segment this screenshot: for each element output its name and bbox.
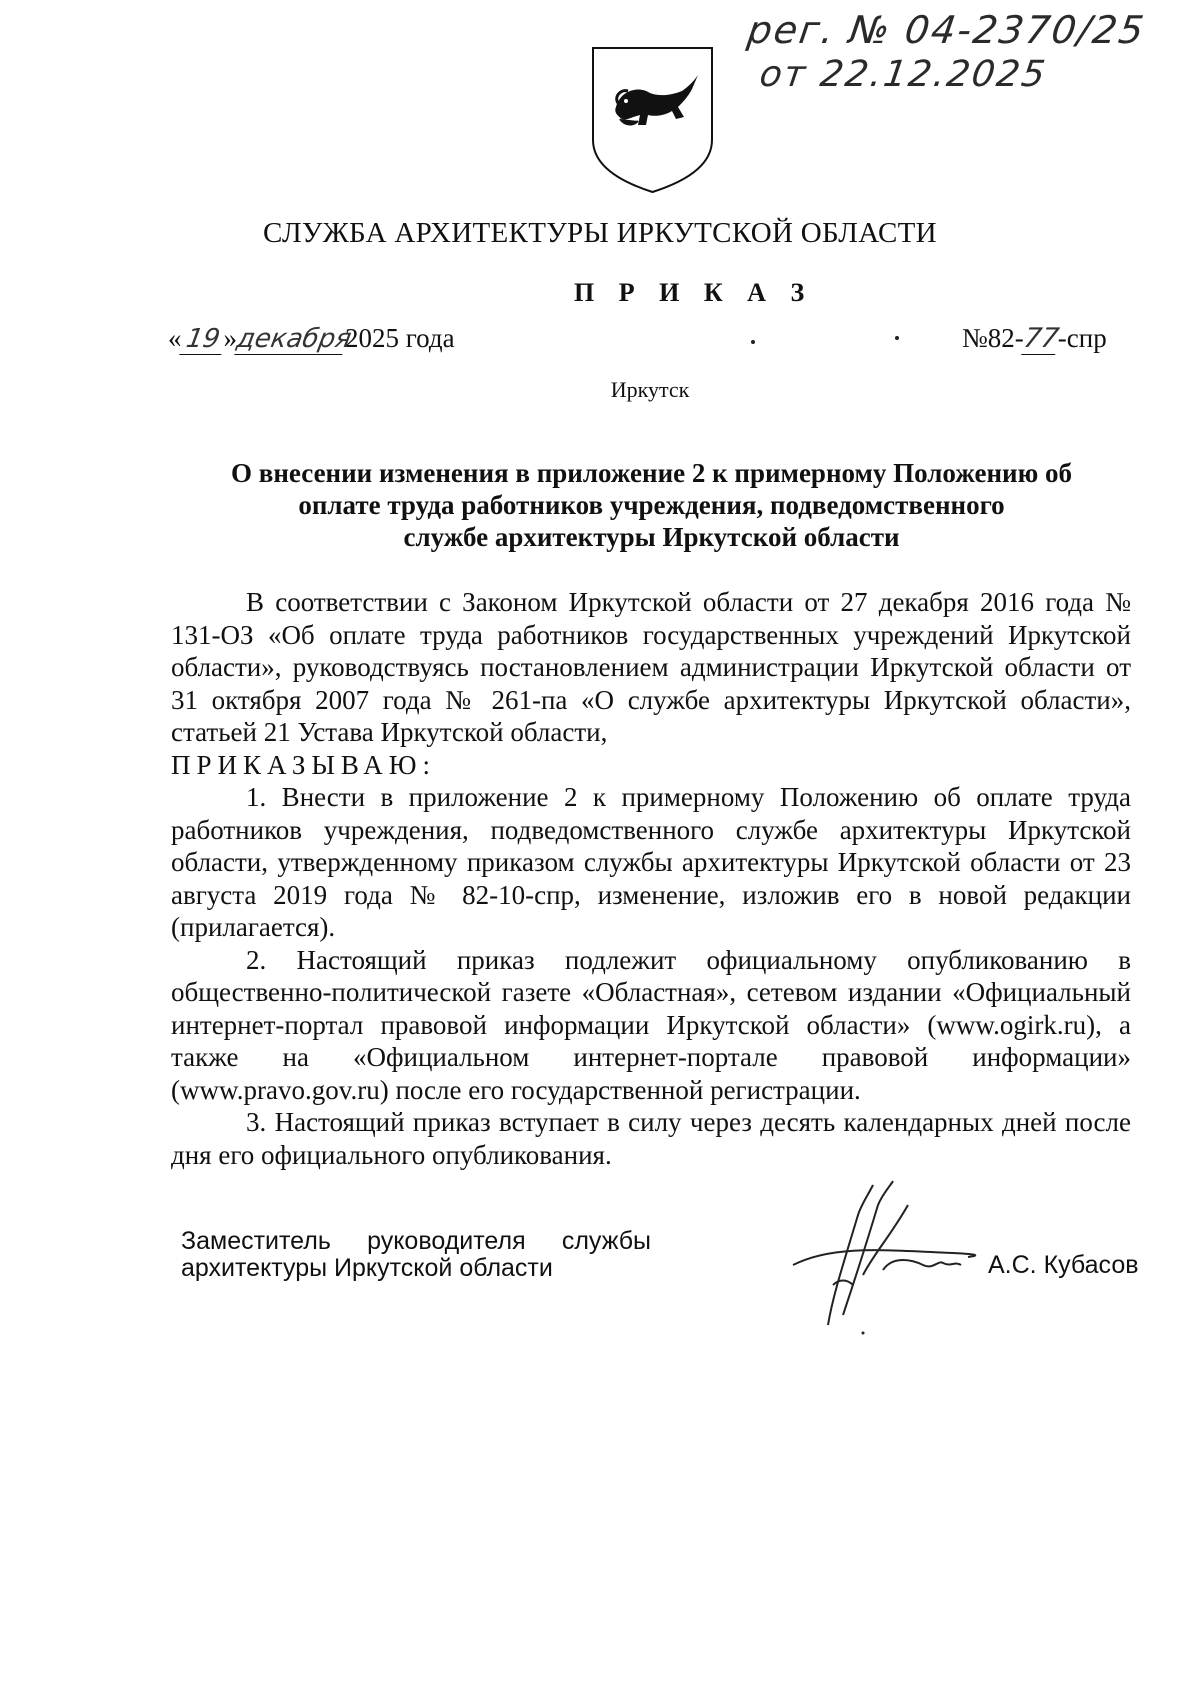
order-item-1: 1. Внести в приложение 2 к примерному Положению об оплате труда работников учреждения, подведомственного службе архитектуры Иркутской области, утвержденному приказом службы архитектуры Иркутской области от 23 августа 2019 года № 82-10-спр, изменение, изложив его в новой редакции (прилагается).	[171, 782, 1131, 942]
title-line: О внесении изменения в приложение 2 к примерному Положению об	[231, 458, 1072, 488]
handwritten-signature	[773, 1175, 1023, 1345]
signer-name: А.С. Кубасов	[988, 1251, 1139, 1279]
stray-dot	[751, 340, 755, 344]
registration-number: рег. № 04-2370/25	[744, 8, 1149, 52]
date-rest: 2025 года	[345, 323, 455, 353]
date-open-quote: «	[168, 323, 182, 353]
registration-date: от 22.12.2025	[757, 54, 1050, 95]
preamble-paragraph: В соответствии с Законом Иркутской области от 27 декабря 2016 года № 131-ОЗ «Об оплате труда работников государственных учреждений Иркутской области», руководствуясь постановлением администрации Иркутской области от 31 октября 2007 года № 261-па «О службе архитектуры Иркутской области», статьей 21 Устава Иркутской области,	[171, 587, 1131, 747]
order-number-prefix: №82-	[962, 323, 1024, 353]
irkutsk-coat-of-arms-icon	[590, 45, 715, 195]
order-number	[962, 323, 1107, 355]
order-date	[168, 323, 455, 355]
signer-position	[181, 1228, 651, 1282]
stray-dot	[895, 336, 899, 340]
title-line: оплате труда работников учреждения, подведомственного	[298, 490, 1005, 520]
signer-position-line: архитектуры Иркутской области	[181, 1254, 553, 1282]
city: Иркутск	[610, 377, 690, 402]
order-body	[171, 586, 1131, 1171]
order-item-2: 2. Настоящий приказ подлежит официальному опубликованию в общественно-политической газете «Областная», сетевом издании «Официальный интернет-портал правовой информации Иркутской области» (www.ogirk.ru), а также на «Официальном интернет-портале правовой информации» (www.pravo.gov.ru) после его государственной регистрации.	[171, 944, 1131, 1105]
agency-name: СЛУЖБА АРХИТЕКТУРЫ ИРКУТСКОЙ ОБЛАСТИ	[263, 217, 937, 249]
order-word: ПРИКАЗЫВАЮ:	[171, 749, 436, 780]
document-type: П Р И К А З	[574, 278, 814, 307]
date-day: 19	[179, 324, 226, 355]
order-number-suffix: -спр	[1057, 323, 1107, 353]
date-month: декабря	[234, 324, 354, 354]
order-number-handwritten: 77	[1021, 323, 1061, 354]
date-close-quote: »	[223, 323, 237, 353]
order-item-3: 3. Настоящий приказ вступает в силу через десять календарных дней после дня его официального опубликования.	[171, 1107, 1131, 1170]
order-title	[120, 457, 1183, 553]
title-line: службе архитектуры Иркутской области	[403, 522, 900, 552]
signer-position-line: Заместитель руководителя службы	[181, 1227, 651, 1255]
